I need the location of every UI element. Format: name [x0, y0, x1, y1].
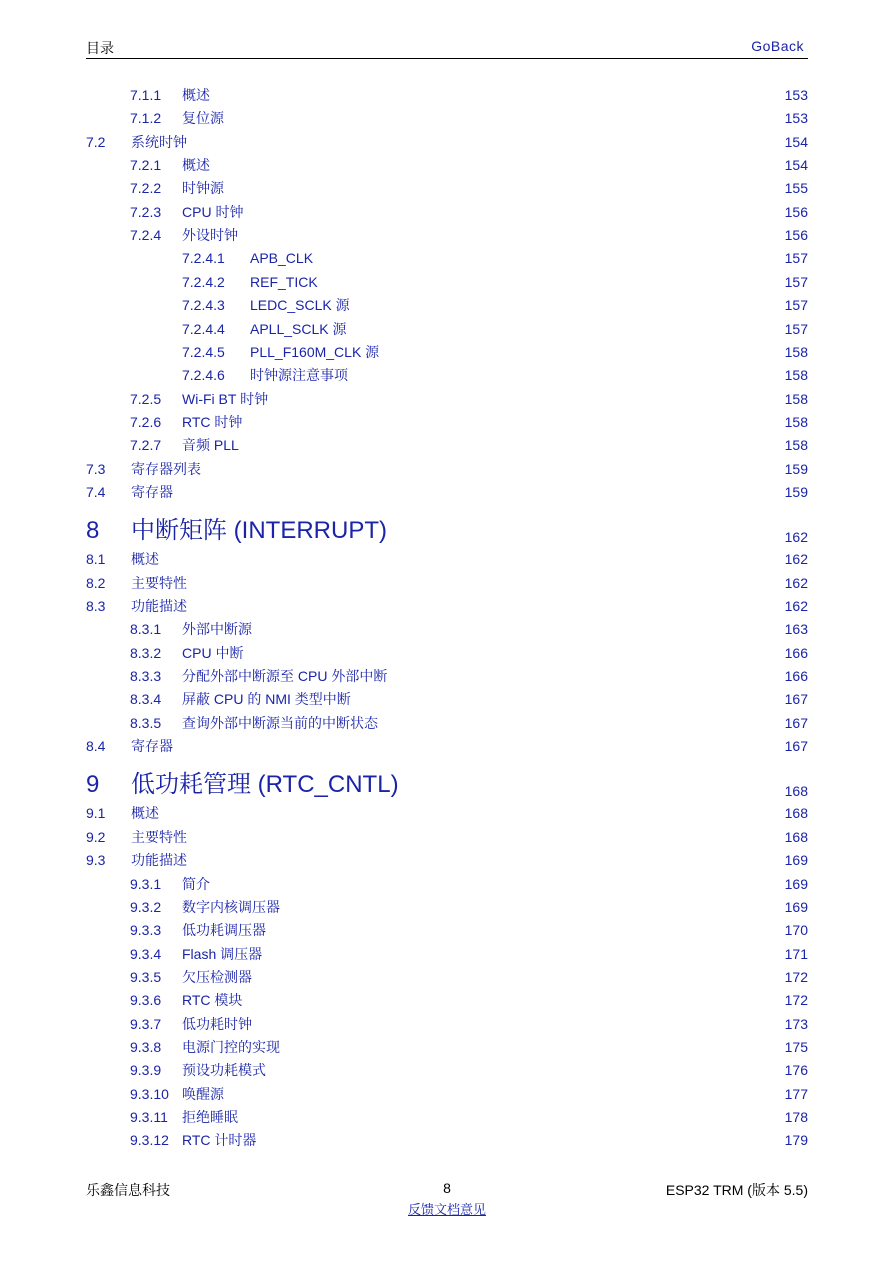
toc-entry[interactable] — [0, 573, 892, 593]
toc-entry-number: 9.3.8 — [130, 1038, 162, 1055]
toc-entry-number: 7.2.3 — [130, 203, 162, 220]
toc-entry-title[interactable]: RTC 模块 — [182, 992, 243, 1009]
toc-entry-page[interactable]: 167 — [784, 714, 808, 731]
toc-entry-number: 9.3.1 — [130, 875, 162, 892]
toc-entry-number: 7.2.4 — [130, 227, 162, 244]
toc-entry-title[interactable]: 查询外部中断源当前的中断状态 — [182, 714, 378, 731]
toc-entry-page[interactable]: 172 — [784, 992, 808, 1009]
toc-entry-title[interactable]: 唤醒源 — [182, 1085, 224, 1102]
toc-entry-number: 8.2 — [86, 574, 106, 591]
toc-entry-page[interactable]: 167 — [784, 738, 808, 755]
toc-entry-page[interactable]: 158 — [784, 367, 808, 384]
toc-entry-page[interactable]: 168 — [784, 828, 808, 845]
toc-entry-page[interactable]: 153 — [784, 87, 808, 103]
toc-entry-page[interactable]: 155 — [784, 180, 808, 197]
toc-entry-page[interactable]: 153 — [784, 110, 808, 127]
toc-entry-number: 7.2.4.1 — [182, 250, 225, 267]
toc-entry-page[interactable]: 168 — [784, 783, 808, 800]
toc-entry[interactable] — [0, 132, 892, 152]
toc-entry-number: 9 — [86, 771, 100, 799]
toc-entry-number: 8.3.3 — [130, 668, 162, 685]
toc-entry-page[interactable]: 169 — [784, 875, 808, 892]
toc-entry-number: 9.1 — [86, 805, 106, 822]
toc-entry-number: 7.2.5 — [130, 390, 162, 407]
toc-entry[interactable] — [0, 108, 892, 128]
toc-entry-title[interactable]: 低功耗管理 (RTC_CNTL) — [131, 771, 399, 799]
toc-entry-number: 9.3.2 — [130, 898, 162, 915]
toc-entry-title[interactable]: 寄存器 — [131, 483, 173, 500]
toc-entry-title[interactable]: 外部中断源 — [182, 621, 252, 638]
toc-entry-number: 8.3.2 — [130, 644, 162, 661]
toc-entry-page[interactable]: 163 — [784, 621, 808, 638]
toc-entry[interactable] — [0, 178, 892, 198]
footer-page-number: 8 — [443, 1180, 451, 1196]
toc-entry-number: 8 — [86, 517, 100, 545]
toc-entry-title[interactable]: 寄存器列表 — [131, 460, 201, 477]
toc-entry-number: 9.3.3 — [130, 922, 162, 939]
toc-entry-title[interactable]: 功能描述 — [131, 852, 187, 869]
toc-entry-number: 7.2.2 — [130, 180, 162, 197]
toc-entry-page[interactable]: 154 — [784, 133, 808, 150]
goback-link[interactable]: GoBack — [751, 38, 804, 54]
toc-entry-page[interactable]: 179 — [784, 1132, 808, 1149]
toc-entry-number: 7.2.4.3 — [182, 297, 225, 314]
toc-entry[interactable] — [0, 319, 892, 339]
toc-entry-number: 9.3.12 — [130, 1132, 169, 1149]
toc-entry-title[interactable]: 欠压检测器 — [182, 968, 252, 985]
toc-entry-title[interactable]: 概述 — [182, 87, 210, 103]
toc-entry-title[interactable]: 主要特性 — [131, 574, 187, 591]
toc-entry-title[interactable]: 时钟源注意事项 — [250, 367, 348, 384]
toc-entry-title[interactable]: 低功耗调压器 — [182, 922, 266, 939]
toc-entry[interactable] — [0, 1130, 892, 1150]
toc-entry-page[interactable]: 175 — [784, 1038, 808, 1055]
toc-entry-number: 7.1.2 — [130, 110, 162, 127]
footer-doc-version: ESP32 TRM (版本 5.5) — [665, 1182, 808, 1198]
toc-entry-title[interactable]: REF_TICK — [250, 273, 318, 290]
toc-entry-number: 7.1.1 — [130, 87, 162, 103]
toc-entry-title[interactable]: 低功耗时钟 — [182, 1015, 252, 1032]
toc-entry-title[interactable]: 功能描述 — [131, 598, 187, 614]
toc-chapter-entry[interactable] — [0, 514, 892, 548]
toc-entry[interactable] — [0, 990, 892, 1010]
toc-entry-page[interactable]: 169 — [784, 852, 808, 869]
toc-entry-number: 7.2.7 — [130, 437, 162, 454]
toc-entry-title[interactable]: 时钟源 — [182, 180, 224, 197]
toc-entry-number: 9.3.7 — [130, 1015, 162, 1032]
toc-chapter-entry[interactable] — [0, 768, 892, 802]
toc-entry-title[interactable]: 复位源 — [182, 110, 224, 127]
toc-entry[interactable] — [0, 549, 892, 569]
toc-entry[interactable] — [0, 666, 892, 686]
toc-entry-title[interactable]: 外设时钟 — [182, 227, 238, 244]
toc-entry[interactable] — [0, 85, 892, 105]
toc-entry[interactable] — [0, 874, 892, 894]
toc-entry[interactable] — [0, 736, 892, 756]
toc-entry-number: 9.3.6 — [130, 992, 162, 1009]
toc-entry-number: 9.3.10 — [130, 1085, 169, 1102]
toc-entry-title[interactable]: APLL_SCLK 源 — [250, 320, 347, 337]
toc-entry-page[interactable]: 159 — [784, 460, 808, 477]
toc-entry-page[interactable]: 157 — [784, 320, 808, 337]
toc-entry[interactable] — [0, 944, 892, 964]
toc-entry-title[interactable]: Wi-Fi BT 时钟 — [182, 390, 269, 407]
toc-entry-page[interactable]: 157 — [784, 297, 808, 314]
toc-entry-page[interactable]: 162 — [784, 574, 808, 591]
toc-entry[interactable] — [0, 155, 892, 175]
toc-entry-page[interactable]: 158 — [784, 413, 808, 430]
header-section-title: 目录 — [86, 40, 114, 56]
toc-entry[interactable] — [0, 803, 892, 823]
toc-entry-number: 9.3.4 — [130, 945, 162, 962]
toc-entry[interactable] — [0, 412, 892, 432]
toc-entry[interactable] — [0, 713, 892, 733]
toc-entry-page[interactable]: 162 — [784, 529, 808, 546]
toc-entry-number: 7.2 — [86, 133, 106, 150]
toc-entry-page[interactable]: 167 — [784, 691, 808, 708]
footer-company: 乐鑫信息科技 — [86, 1182, 170, 1198]
toc-entry-page[interactable]: 168 — [784, 805, 808, 822]
toc-entry-number: 8.3 — [86, 598, 106, 614]
toc-entry-title[interactable]: CPU 中断 — [182, 644, 244, 661]
toc-entry[interactable] — [0, 967, 892, 987]
toc-entry-title[interactable]: 数字内核调压器 — [182, 898, 280, 915]
toc-entry[interactable] — [0, 596, 892, 616]
toc-entry-title[interactable]: 概述 — [131, 551, 159, 568]
toc-entry-number: 7.4 — [86, 483, 106, 500]
toc-entry-page[interactable]: 169 — [784, 898, 808, 915]
toc-entry-page[interactable]: 166 — [784, 668, 808, 685]
toc-entry-number: 9.3 — [86, 852, 106, 869]
toc-entry-page[interactable]: 156 — [784, 227, 808, 244]
toc-entry-number: 8.3.1 — [130, 621, 162, 638]
page-footer — [86, 1180, 808, 1220]
toc-entry-page[interactable]: 154 — [784, 157, 808, 174]
toc-entry-number: 9.3.11 — [130, 1109, 168, 1125]
toc-entry-number: 7.2.4.4 — [182, 320, 225, 337]
toc-entry-title[interactable]: 预设功耗模式 — [182, 1062, 266, 1079]
toc-entry-number: 8.3.4 — [130, 691, 162, 708]
toc-entry-number: 8.1 — [86, 551, 106, 568]
toc-entry[interactable] — [0, 897, 892, 917]
toc-entry-number: 7.2.6 — [130, 413, 162, 430]
toc-entry-number: 7.3 — [86, 460, 106, 477]
toc-entry[interactable] — [0, 1107, 892, 1127]
toc-entry-page[interactable]: 177 — [784, 1085, 808, 1102]
toc-entry-title[interactable]: Flash 调压器 — [182, 945, 263, 962]
toc-entry[interactable] — [0, 295, 892, 315]
toc-entry-title[interactable]: RTC 计时器 — [182, 1132, 257, 1149]
toc-entry-title[interactable]: 电源门控的实现 — [182, 1038, 280, 1055]
toc-entry[interactable] — [0, 643, 892, 663]
toc-entry-number: 7.2.4.6 — [182, 367, 225, 384]
page-header — [86, 38, 808, 59]
toc-entry-page[interactable]: 170 — [784, 922, 808, 939]
toc-entry-title[interactable]: 屏蔽 CPU 的 NMI 类型中断 — [182, 691, 351, 708]
toc-entry-title[interactable]: 寄存器 — [131, 738, 173, 755]
toc-entry[interactable] — [0, 827, 892, 847]
toc-entry[interactable] — [0, 482, 892, 502]
toc-entry[interactable] — [0, 389, 892, 409]
toc-entry-page[interactable]: 158 — [784, 437, 808, 454]
toc-entry-number: 7.2.1 — [130, 157, 162, 174]
toc-entry[interactable] — [0, 272, 892, 292]
toc-entry[interactable] — [0, 459, 892, 479]
toc-entry-title[interactable]: PLL_F160M_CLK 源 — [250, 343, 380, 360]
toc-entry-number: 9.2 — [86, 828, 106, 845]
toc-entry[interactable] — [0, 225, 892, 245]
toc-entry[interactable] — [0, 365, 892, 385]
toc-entry-title[interactable]: RTC 时钟 — [182, 413, 243, 430]
toc-entry-title[interactable]: 简介 — [182, 875, 210, 892]
toc-entry-title[interactable]: 分配外部中断源至 CPU 外部中断 — [182, 668, 388, 685]
toc-entry-page[interactable]: 159 — [784, 483, 808, 500]
toc-entry-number: 9.3.9 — [130, 1062, 162, 1079]
toc-entry[interactable] — [0, 1014, 892, 1034]
toc-entry-page[interactable]: 172 — [784, 968, 808, 985]
toc-entry[interactable] — [0, 1037, 892, 1057]
toc-entry-page[interactable]: 162 — [784, 551, 808, 568]
toc-entry-title[interactable]: CPU 时钟 — [182, 203, 244, 220]
toc-entry-title[interactable]: 系统时钟 — [131, 133, 187, 150]
toc-entry-page[interactable]: 158 — [784, 390, 808, 407]
toc-entry[interactable] — [0, 689, 892, 709]
toc-entry-title[interactable]: 中断矩阵 (INTERRUPT) — [131, 517, 387, 545]
toc-entry-page[interactable]: 178 — [784, 1109, 808, 1125]
toc-entry-title[interactable]: 概述 — [131, 805, 159, 822]
toc-entry-number: 7.2.4.2 — [182, 273, 225, 290]
toc-entry[interactable] — [0, 1060, 892, 1080]
toc-entry-page[interactable]: 171 — [784, 945, 808, 962]
toc-entry-title[interactable]: 概述 — [182, 157, 210, 174]
toc-entry-page[interactable]: 156 — [784, 203, 808, 220]
toc-entry[interactable] — [0, 342, 892, 362]
toc-entry[interactable] — [0, 619, 892, 639]
toc-entry-page[interactable]: 173 — [784, 1015, 808, 1032]
toc-entry-title[interactable]: APB_CLK — [250, 250, 314, 267]
toc-entry-number: 8.4 — [86, 738, 106, 755]
toc-entry-page[interactable]: 162 — [784, 598, 808, 614]
toc-entry[interactable] — [0, 920, 892, 940]
toc-entry-title[interactable]: 拒绝睡眠 — [182, 1109, 238, 1125]
toc-entry[interactable] — [0, 1084, 892, 1104]
toc-entry-number: 8.3.5 — [130, 714, 162, 731]
toc-entry-page[interactable]: 158 — [784, 343, 808, 360]
toc-entry-number: 7.2.4.5 — [182, 343, 225, 360]
toc-entry-page[interactable]: 157 — [784, 250, 808, 267]
toc-entry-number: 9.3.5 — [130, 968, 162, 985]
toc-entry[interactable] — [0, 248, 892, 268]
feedback-link[interactable]: 反馈文档意见 — [407, 1202, 486, 1217]
toc-entry-title[interactable]: LEDC_SCLK 源 — [250, 297, 350, 314]
toc-entry-title[interactable]: 主要特性 — [131, 828, 187, 845]
toc-entry[interactable] — [0, 202, 892, 222]
toc-entry-page[interactable]: 166 — [784, 644, 808, 661]
toc-entry[interactable] — [0, 435, 892, 455]
toc-entry-page[interactable]: 176 — [784, 1062, 808, 1079]
toc-entry[interactable] — [0, 850, 892, 870]
toc-entry-title[interactable]: 音频 PLL — [182, 437, 239, 454]
toc-entry-page[interactable]: 157 — [784, 273, 808, 290]
